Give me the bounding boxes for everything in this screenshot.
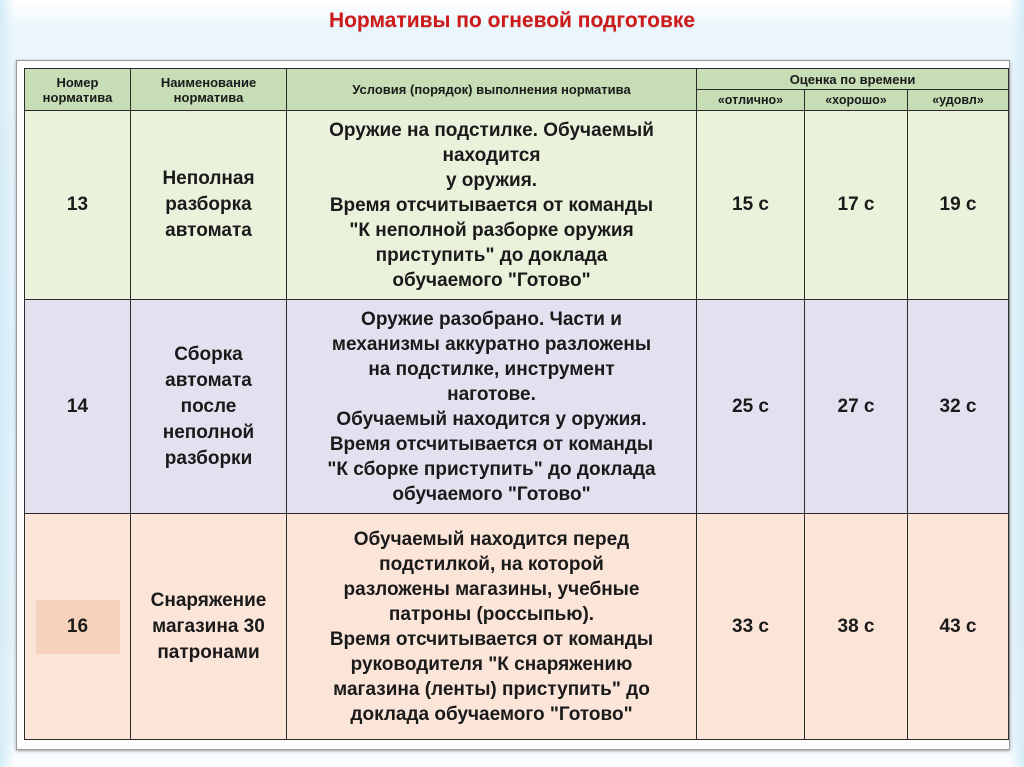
time-good: 17 с [805, 111, 908, 300]
header-good: «хорошо» [805, 90, 908, 111]
table-row [25, 514, 1009, 740]
time-satisfactory: 19 с [908, 111, 1009, 300]
row-number [25, 514, 131, 740]
row-name: Снаряжение магазина 30 патронами [131, 514, 287, 740]
row-conditions: Оружие на подстилке. Обучаемый находится у оружия. Время отсчитывается от команды "К неполной разборке оружия приступить" до доклада обучаемого "Готово" [287, 111, 697, 300]
time-satisfactory: 43 с [908, 514, 1009, 740]
standards-table [24, 68, 1009, 740]
table-row [25, 111, 1009, 300]
row-name: Неполная разборка автомата [131, 111, 287, 300]
row-name: Сборка автомата после неполной разборки [131, 300, 287, 514]
header-satisfactory: «удовл» [908, 90, 1009, 111]
time-satisfactory: 32 с [908, 300, 1009, 514]
time-excellent: 25 с [697, 300, 805, 514]
row-number: 13 [25, 111, 131, 300]
header-grade: Оценка по времени [697, 69, 1009, 90]
header-conditions: Условия (порядок) выполнения норматива [287, 69, 697, 111]
page-title: Нормативы по огневой подготовке [328, 9, 696, 32]
header-name: Наименование норматива [131, 69, 287, 111]
row-conditions: Обучаемый находится перед подстилкой, на которой разложены магазины, учебные патроны (россыпью). Время отсчитывается от команды руководителя "К снаряжению магазина (ленты) приступить" до доклада обучаемого "Готово" [287, 514, 697, 740]
time-excellent: 33 с [697, 514, 805, 740]
row-conditions: Оружие разобрано. Части и механизмы аккуратно разложены на подстилке, инструмент наготове. Обучаемый находится у оружия. Время отсчитывается от команды "К сборке приступить" до доклада обучаемого "Готово" [287, 300, 697, 514]
header-number: Номер норматива [25, 69, 131, 111]
row-number-highlight: 16 [36, 600, 120, 654]
time-good: 27 с [805, 300, 908, 514]
header-excellent: «отлично» [697, 90, 805, 111]
time-excellent: 15 с [697, 111, 805, 300]
table-row [25, 300, 1009, 514]
row-number: 14 [25, 300, 131, 514]
time-good: 38 с [805, 514, 908, 740]
